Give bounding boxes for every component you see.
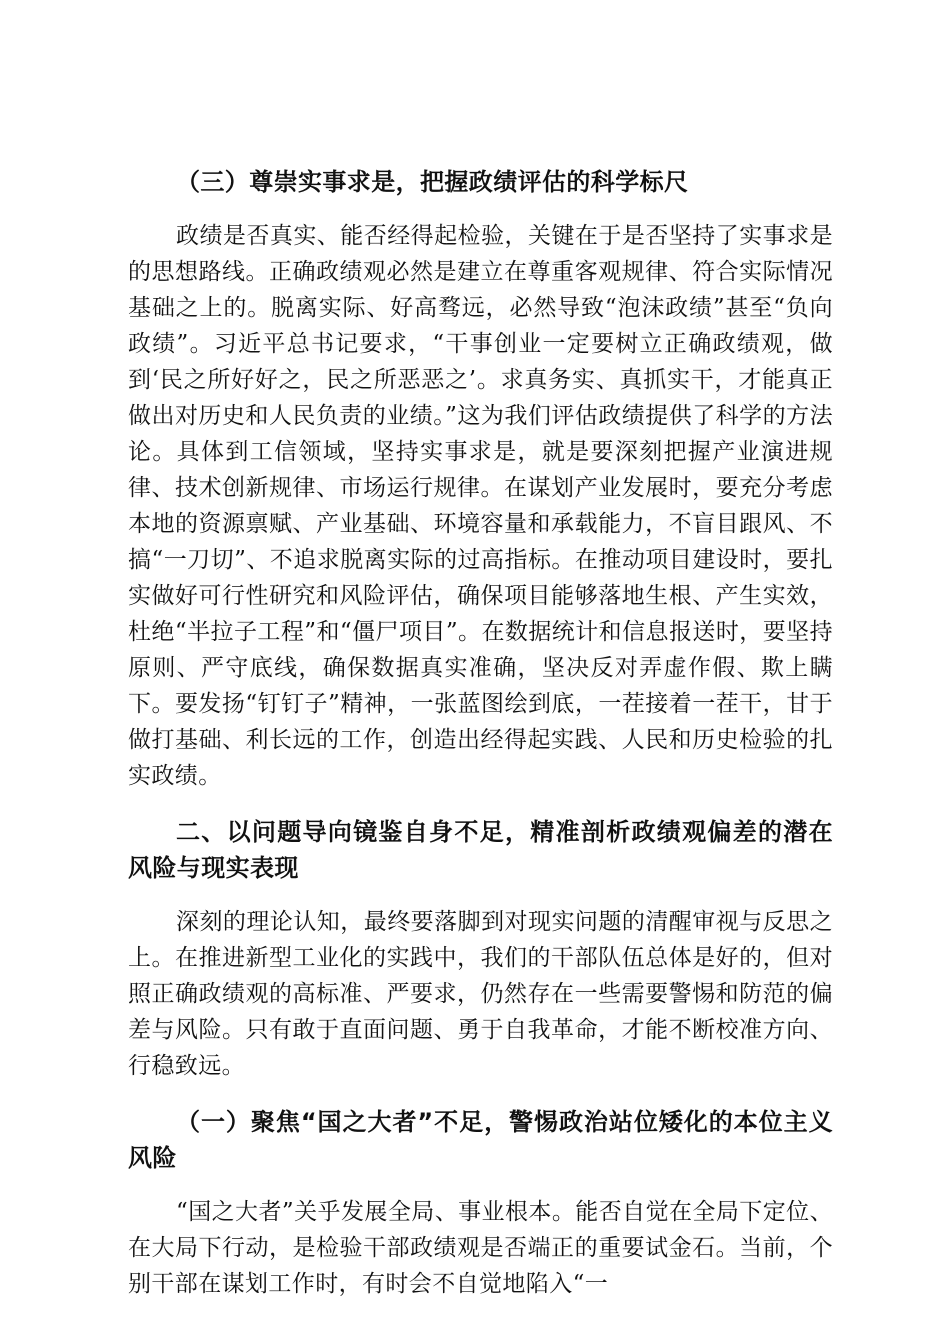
section-paragraph: 政绩是否真实、能否经得起检验，关键在于是否坚持了实事求是的思想路线。正确政绩观必然是建立在尊重客观规律、符合实际情况基础之上的。脱离实际、好高骛远，必然导致“泡沫政绩”甚至“负向政绩”。习近平总书记要求，“干事创业一定要树立正确政绩观，做到‘民之所好好之，民之所恶恶之’。求真务实、真抓实干，才能真正做出对历史和人民负责的业绩。”这为我们评估政绩提供了科学的方法论。具体到工信领域，坚持实事求是，就是要深刻把握产业演进规律、技术创新规律、市场运行规律。在谋划产业发展时，要充分考虑本地的资源禀赋、产业基础、环境容量和承载能力，不盲目跟风、不搞“一刀切”、不追求脱离实际的过高指标。在推动项目建设时，要扎实做好可行性研究和风险评估，确保项目能够落地生根、产生实效，杜绝“半拉子工程”和“僵尸项目”。在数据统计和信息报送时，要坚持原则、严守底线，确保数据真实准确，坚决反对弄虚作假、欺上瞒下。要发扬“钉钉子”精神，一张蓝图绘到底，一茬接着一茬干，甘于做打基础、利长远的工作，创造出经得起实践、人民和历史检验的扎实政绩。 <box>128 223 833 789</box>
section-paragraph: 深刻的理论认知，最终要落脚到对现实问题的清醒审视与反思之上。在推进新型工业化的实践中，我们的干部队伍总体是好的，但对照正确政绩观的高标准、严要求，仍然存在一些需要警惕和防范的偏差与风险。只有敢于直面问题、勇于自我革命，才能不断校准方向、行稳致远。 <box>128 909 833 1079</box>
section-heading-1-national-interest: （一）聚焦“国之大者”不足，警惕政治站位矮化的本位主义风险 <box>128 1108 833 1172</box>
section-heading-2-problem-oriented: 二、以问题导向镜鉴自身不足，精准剖析政绩观偏差的潜在风险与现实表现 <box>128 818 833 882</box>
section-heading-3-seek-truth: （三）尊崇实事求是，把握政绩评估的科学标尺 <box>176 168 689 196</box>
document-body <box>128 164 833 1302</box>
section-paragraph: “国之大者”关乎发展全局、事业根本。能否自觉在全局下定位、在大局下行动，是检验干部政绩观是否端正的重要试金石。当前，个别干部在谋划工作时，有时会不自觉地陷入“一 <box>128 1199 833 1297</box>
